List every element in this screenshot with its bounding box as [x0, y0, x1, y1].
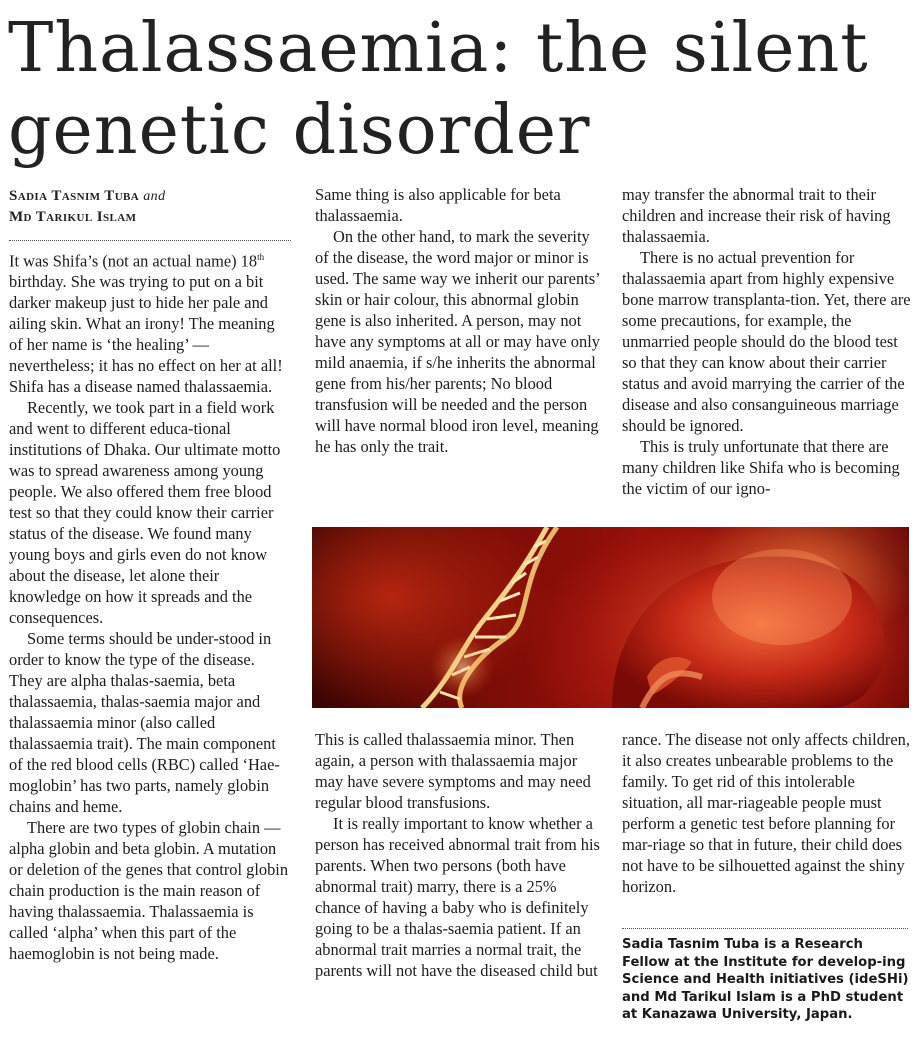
byline [9, 186, 299, 228]
col2-paragraph-2: On the other hand, to mark the severity of the disease, the word major or minor is used. The same way we inherit our parents’ skin or hair colour, this abnormal globin gene is also inherited. A person, may not have any symptoms at all or may have only mild anaemia, if s/he inherits the abnormal gene from his/her parents; No blood transfusion will be needed and the person will have normal blood iron level, meaning he has only the trait. [315, 227, 600, 456]
col1-paragraph-2: Recently, we took part in a field work and went to different educa-tional institutions of Dhaka. Our ultimate motto was to spread awareness among young people. We also offered them free blood test so that they could know their carrier status of the disease. We found many young boys and girls even do not know about the disease, let alone their knowledge on how it spreads and the consequences. [9, 398, 281, 628]
col2-paragraph-4: It is really important to know whether a person has received abnormal trait from his parents. When two persons (both have abnormal trait) marry, there is a 25% chance of having a baby who is definitely going to be a thalas-saemia patient. If an abnormal trait marries a normal trait, the parents will not have the diseased child but [315, 814, 600, 980]
col1-paragraph-1 [9, 247, 292, 397]
title-line-2: genetic disorder [8, 91, 591, 170]
column-3-top [622, 184, 912, 499]
col3-paragraph-1: may transfer the abnormal trait to their children and increase their risk of having thalassaemia. [622, 185, 891, 246]
fetus-head-highlight [712, 549, 852, 645]
author-bio: Sadia Tasnim Tuba is a Research Fellow at the Institute for develop-ing Science and Health initiatives (ideSHi) and Md Tarikul Islam is a PhD student at Kanazawa University, Japan. [622, 937, 909, 1023]
dna-fetus-illustration [312, 527, 909, 708]
col1-p1-start: It was Shifa’s (not an actual name) 18 [9, 251, 258, 271]
author-1: Sadia Tasnim Tuba [9, 188, 140, 204]
col3-paragraph-2: There is no actual prevention for thalassaemia apart from highly expensive bone marrow transplanta-tion. Yet, there are some precautions, for example, the unmarried people should do the blood test so that they can know about their carrier status and avoid marrying the carrier of the disease and also consanguineous marriage should be ignored. [622, 248, 911, 435]
column-3-bottom [622, 729, 912, 897]
bio-divider [622, 928, 908, 929]
illustration-art [312, 527, 909, 708]
dna-glow [430, 635, 494, 699]
column-1 [9, 247, 292, 964]
col1-p1-end: birthday. She was trying to put on a bit darker makeup just to hide her pale and ailing skin. What an irony! The meaning of her name is ‘the healing’ — nevertheless; it has no effect on her at all! Shifa has a disease named thalassaemia. [9, 272, 283, 397]
author-2: Md Tarikul Islam [9, 209, 137, 225]
title-line-1: Thalassaemia: the silent [8, 9, 869, 88]
col1-paragraph-3: Some terms should be under-stood in order to know the type of the disease. They are alpha thalas-saemia, beta thalassaemia, thalas-saemia major and thalassaemia minor (also called thalassaemia trait). The main component of the red blood cells (RBC) called ‘Hae-moglobin’ has two parts, namely globin chains and heme. [9, 629, 280, 817]
col3-paragraph-3: This is truly unfortunate that there are many children like Shifa who is becoming the victim of our igno- [622, 437, 900, 498]
ordinal-suffix: th [257, 252, 265, 262]
column-2-top [315, 184, 600, 457]
col3-paragraph-4: rance. The disease not only affects children, it also creates unbearable problems to the family. To get rid of this intolerable situation, all mar-riageable people must perform a genetic test before planning for mar-riage so that in future, their child does not have to be silhouetted against the shiny horizon. [622, 730, 910, 896]
col2-paragraph-3: This is called thalassaemia minor. Then again, a person with thalassaemia major may have severe symptoms and may need regular blood transfusions. [315, 730, 591, 812]
article-title [8, 8, 908, 172]
byline-divider [9, 240, 291, 241]
col2-paragraph-1: Same thing is also applicable for beta thalassaemia. [315, 185, 561, 225]
byline-and: and [143, 189, 166, 204]
col1-paragraph-4: There are two types of globin chain — alpha globin and beta globin. A mutation or deletion of the genes that control globin chain production is the main reason of having thalassaemia. Thalassaemia is called ‘alpha’ when this part of the haemoglobin is not being made. [9, 818, 289, 964]
column-2-bottom [315, 729, 600, 981]
